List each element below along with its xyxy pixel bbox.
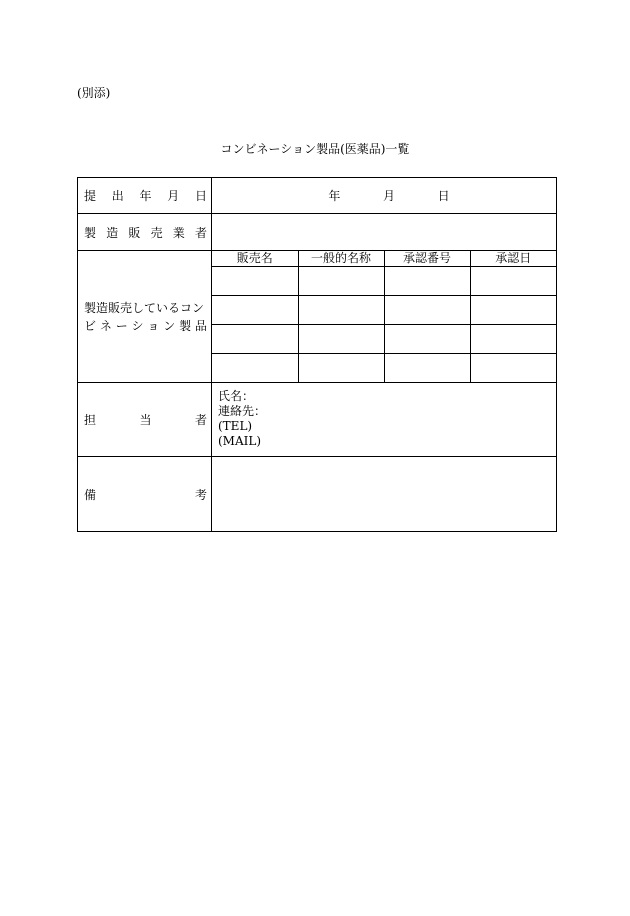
products-table: [212, 251, 556, 382]
label-char: 者: [194, 413, 207, 427]
page-title: コンビネーション製品(医薬品)一覧: [220, 142, 410, 156]
label-char: 品: [194, 318, 207, 333]
table-cell[interactable]: [470, 325, 556, 354]
label-char: 製: [84, 225, 97, 240]
table-cell[interactable]: [298, 267, 384, 296]
table-cell[interactable]: [384, 296, 470, 325]
manufacturer-field[interactable]: [212, 214, 557, 251]
table-cell[interactable]: [470, 296, 556, 325]
attachment-label: (別添): [77, 86, 111, 100]
label-char: ョ: [147, 318, 160, 333]
month-char: 月: [382, 189, 395, 203]
day-char: 日: [437, 189, 450, 203]
table-cell[interactable]: [470, 267, 556, 296]
label-char: ン: [163, 318, 176, 333]
table-cell[interactable]: [470, 354, 556, 383]
label-char: 日: [194, 189, 207, 203]
table-row: [212, 267, 556, 296]
column-header-generic-name: 一般的名称: [298, 251, 384, 267]
label-char: ネ: [99, 318, 112, 333]
label-char: 担: [84, 413, 97, 427]
label-char: 販: [128, 225, 141, 240]
table-cell[interactable]: [212, 296, 298, 325]
label-char: 月: [167, 189, 180, 203]
submission-date-field[interactable]: [212, 178, 557, 214]
table-cell[interactable]: [298, 354, 384, 383]
table-cell[interactable]: [384, 325, 470, 354]
column-header-approval-date: 承認日: [470, 251, 556, 267]
label-char: ー: [115, 318, 128, 333]
combination-product-form: [77, 177, 557, 532]
label-char: 年: [139, 189, 152, 203]
table-cell[interactable]: [298, 325, 384, 354]
contact-mail-line: (MAIL): [218, 434, 262, 448]
label-char: 提: [84, 189, 97, 203]
products-label-line1: 製造販売しているコン: [84, 300, 205, 315]
contact-person-label: [78, 383, 212, 457]
products-label: [78, 251, 212, 383]
remarks-label: [78, 457, 212, 532]
submission-date-label: [78, 178, 212, 214]
table-cell[interactable]: [212, 354, 298, 383]
table-cell[interactable]: [298, 296, 384, 325]
label-char: 備: [84, 487, 97, 502]
products-table-cell: [212, 251, 557, 383]
label-char: 業: [172, 225, 185, 240]
table-cell[interactable]: [384, 354, 470, 383]
remarks-field[interactable]: [212, 457, 557, 532]
contact-tel-line: (TEL): [218, 419, 253, 433]
manufacturer-label: [78, 214, 212, 251]
contact-info-line: 連絡先：: [218, 404, 267, 418]
label-char: 売: [150, 225, 163, 240]
label-char: 当: [139, 413, 152, 427]
label-char: 者: [194, 225, 207, 240]
table-cell[interactable]: [212, 267, 298, 296]
table-row: [212, 296, 556, 325]
label-char: 考: [194, 487, 207, 502]
label-char: 製: [179, 318, 192, 333]
contact-name-line: 氏名：: [218, 389, 255, 403]
table-row: [212, 325, 556, 354]
contact-person-field[interactable]: [212, 383, 557, 457]
table-cell[interactable]: [384, 267, 470, 296]
column-header-approval-number: 承認番号: [384, 251, 470, 267]
column-header-sales-name: 販売名: [212, 251, 298, 267]
year-char: 年: [328, 189, 341, 203]
table-cell[interactable]: [212, 325, 298, 354]
table-row: [212, 354, 556, 383]
label-char: ビ: [84, 318, 97, 333]
label-char: シ: [131, 318, 144, 333]
label-char: 出: [111, 189, 124, 203]
label-char: 造: [106, 225, 119, 240]
